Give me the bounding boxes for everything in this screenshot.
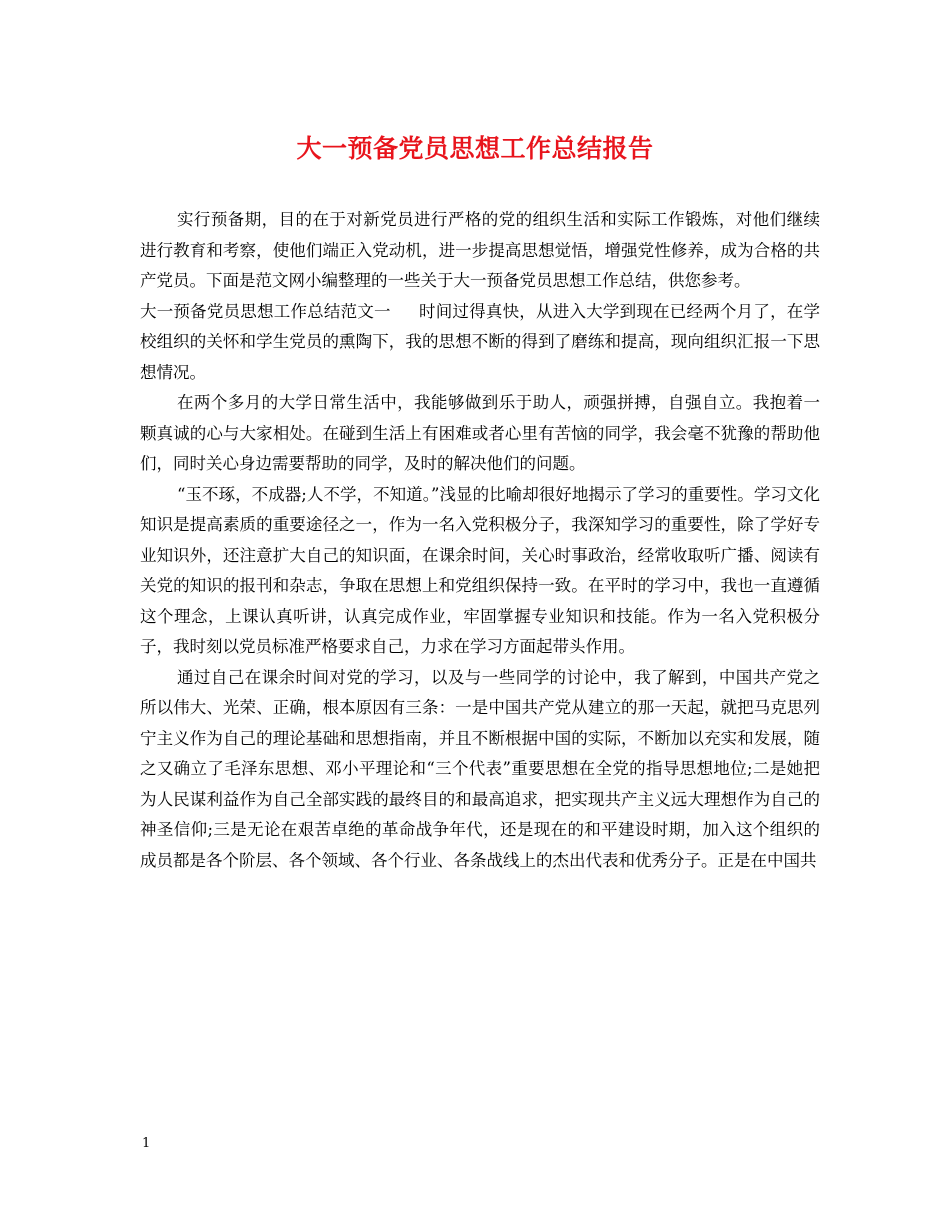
body-paragraph-2: “玉不琢，不成器;人不学，不知道。”浅显的比喻却很好地揭示了学习的重要性。学习文化知识是提高素质的重要途径之一，作为一名入党积极分子，我深知学习的重要性，除了学好专业知识外，还注意扩大自己的知识面，在课余时间，关心时事政治，经常收取听广播、阅读有关党的知识的报刊和杂志，争取在思想上和党组织保持一致。在平时的学习中，我也一直遵循这个理念，上课认真听讲，认真完成作业，牢固掌握专业知识和技能。作为一名入党积极分子，我时刻以党员标准严格要求自己，力求在学习方面起带头作用。 xyxy=(140,484,820,656)
section-first-text: 时间过得真快，从进入大学到现在已经两个月了，在学校组织的关怀和学生党员的熏陶下，我的思想不断的得到了磨练和提高，现向组织汇报一下思想情况。 xyxy=(140,301,821,382)
body-paragraph-3: 通过自己在课余时间对党的学习，以及与一些同学的讨论中，我了解到，中国共产党之所以伟大、光荣、正确，根本原因有三条：一是中国共产党从建立的那一天起，就把马克思列宁主义作为自己的理论基础和思想指南，并且不断根据中国的实际，不断加以充实和发展，随之又确立了毛泽东思想、邓小平理论和“三个代表”重要思想在全党的指导思想地位;二是她把为人民谋利益作为自己全部实践的最终目的和最高追求，把实现共产主义远大理想作为自己的神圣信仰;三是无论在艰苦卓绝的革命战争年代，还是现在的和平建设时期，加入这个组织的成员都是各个阶层、各个领域、各个行业、各条战线上的杰出代表和优秀分子。正是在中国共 xyxy=(140,667,820,870)
intro-paragraph: 实行预备期，目的在于对新党员进行严格的党的组织生活和实际工作锻炼，对他们继续进行教育和考察，使他们端正入党动机，进一步提高思想觉悟，增强党性修养，成为合格的共产党员。下面是范文网小编整理的一些关于大一预备党员思想工作总结，供您参考。 xyxy=(140,210,820,290)
document-body xyxy=(140,205,820,876)
section-heading: 大一预备党员思想工作总结范文一 xyxy=(140,301,391,321)
document-title: 大一预备党员思想工作总结报告 xyxy=(296,134,654,163)
section-paragraph xyxy=(140,297,820,389)
body-paragraph-1: 在两个多月的大学日常生活中，我能够做到乐于助人，顽强拼搏，自强自立。我抱着一颗真诚的心与大家相处。在碰到生活上有困难或者心里有苦恼的同学，我会毫不犹豫的帮助他们，同时关心身边需要帮助的同学，及时的解决他们的问题。 xyxy=(140,393,820,473)
page-number: 1 xyxy=(142,1136,151,1151)
